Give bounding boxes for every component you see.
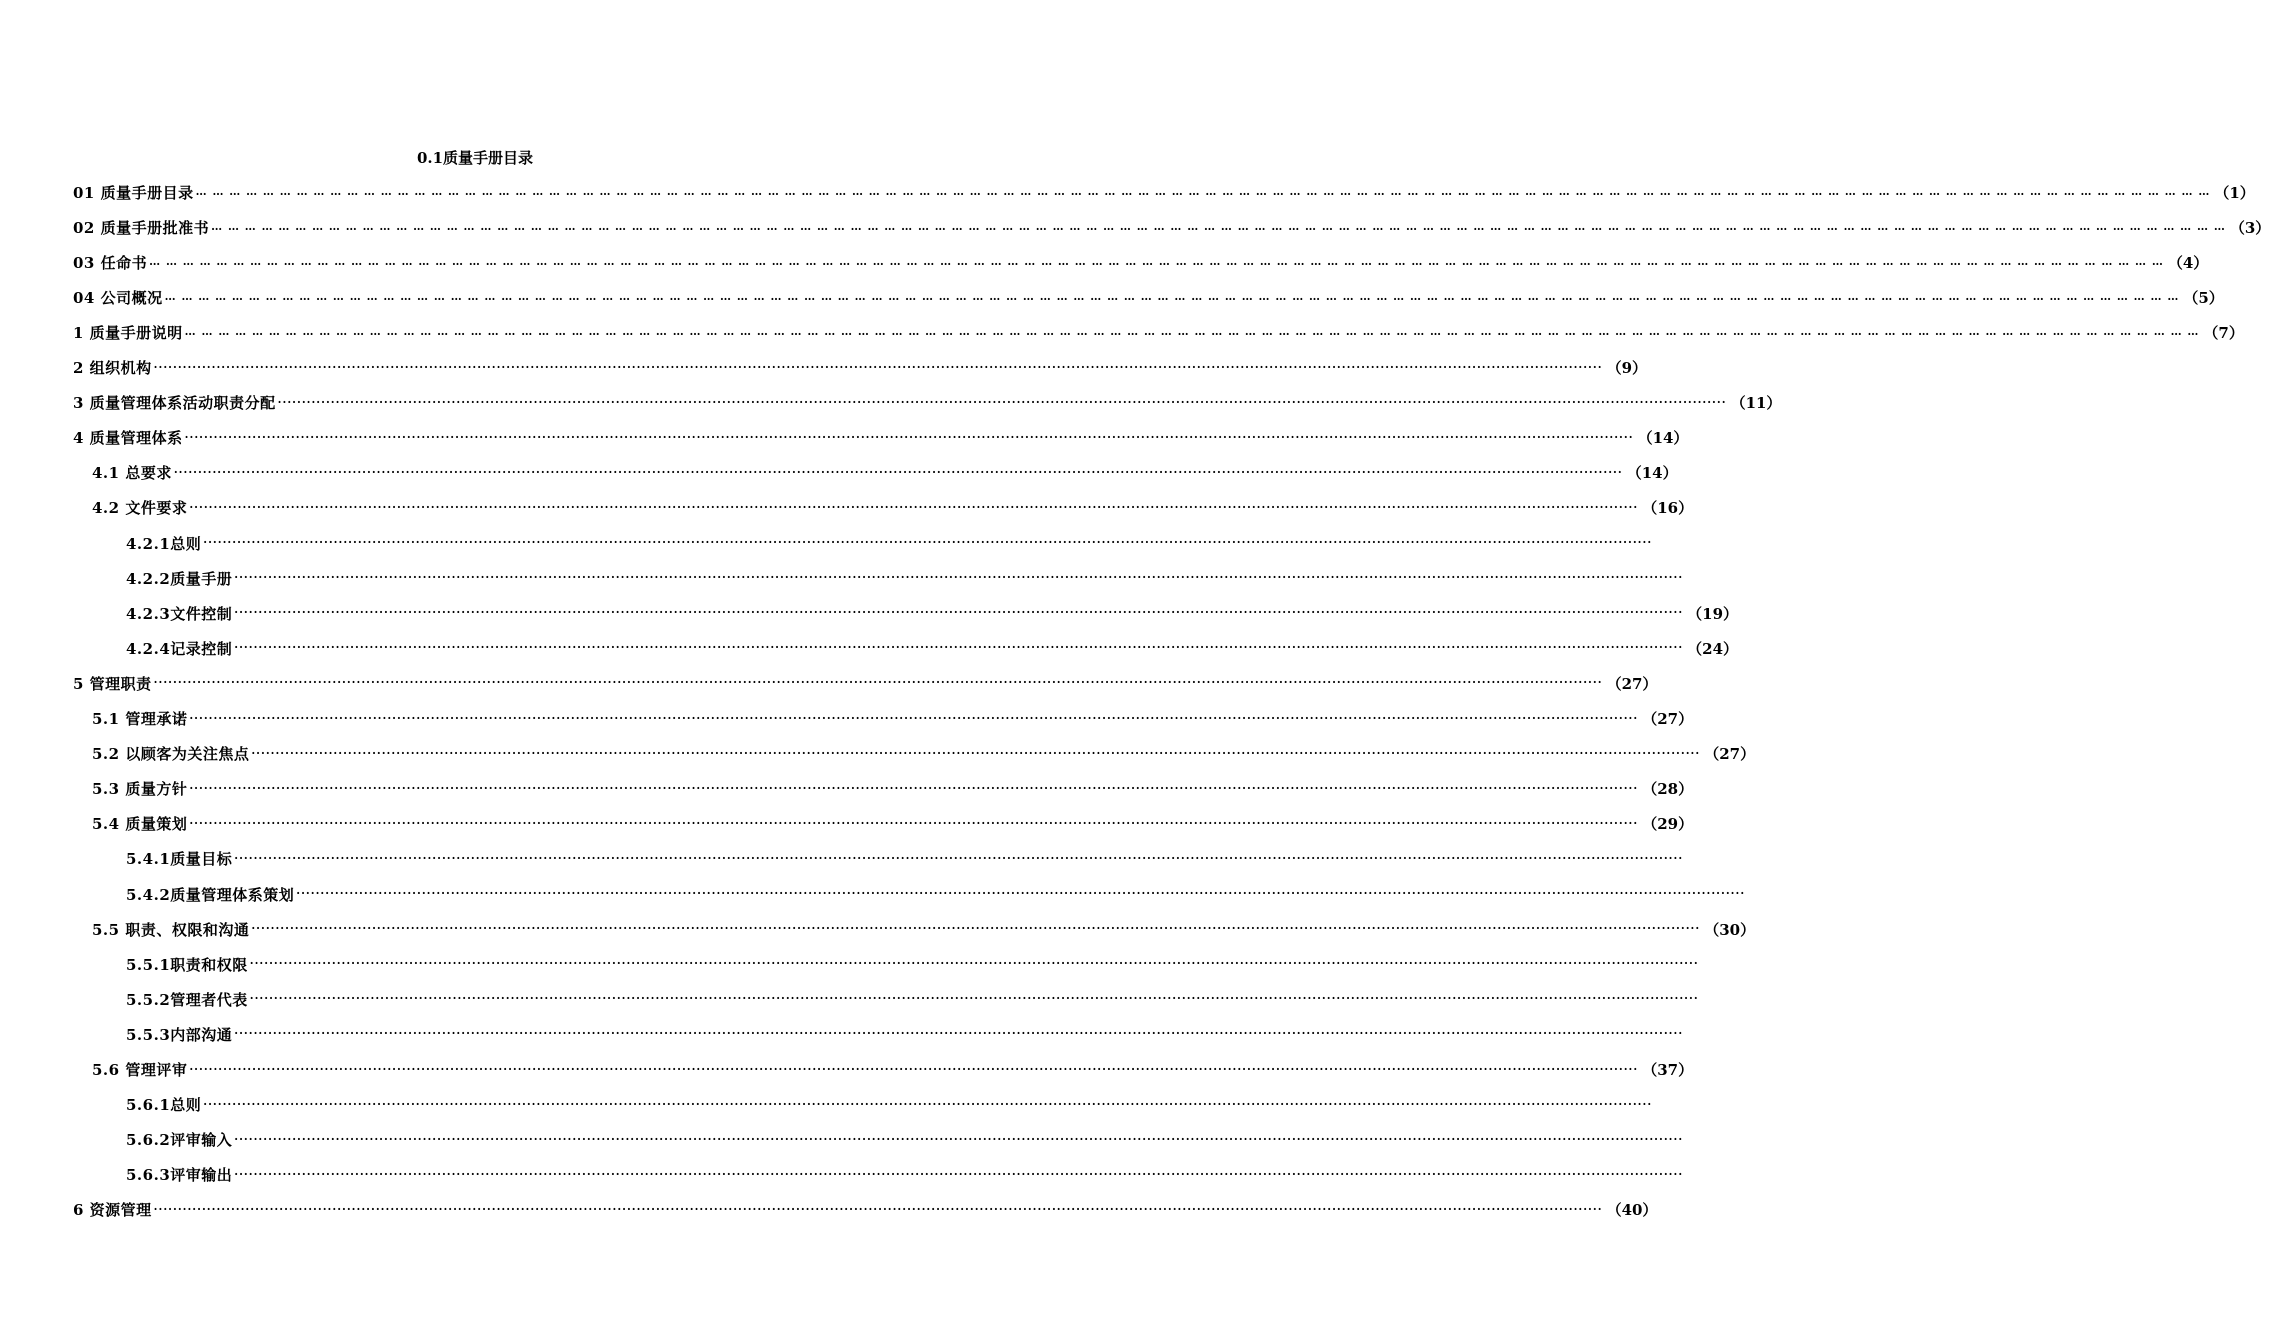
toc-entry <box>73 354 1647 382</box>
toc-dot-leader: ············································································································································································································································································································ <box>203 1097 1653 1111</box>
toc-dot-leader: ············································································································································································································································································································ <box>249 992 1699 1006</box>
toc-dot-leader: ············································································································································································································································································································ <box>189 816 1639 830</box>
toc-entry <box>92 705 1694 733</box>
toc-entry-page: （27） <box>1704 745 1756 764</box>
toc-entry-page: （19） <box>1687 604 1739 623</box>
toc-entry-page: （24） <box>1687 639 1739 658</box>
toc-entry-page: （27） <box>1606 674 1658 693</box>
toc-entry <box>126 880 1746 908</box>
page-title: 0.1质量手册目录 <box>416 149 534 167</box>
toc-dot-leader: ············································································································································································································································································································ <box>189 711 1639 725</box>
toc-entry-label: 5.5 职责、权限和沟通 <box>92 920 250 939</box>
toc-dot-leader: ············································································································································································································································································································ <box>153 676 1603 690</box>
toc-dot-leader: ············································································································································································································································································································ <box>234 1132 1684 1146</box>
toc-entry <box>126 1126 1684 1154</box>
toc-entry-page: （3） <box>2229 218 2270 237</box>
toc-entry-page: （4） <box>2167 253 2209 272</box>
toc-entry <box>92 810 1694 838</box>
toc-entry <box>73 283 2224 311</box>
toc-entry-page: （28） <box>1642 780 1694 799</box>
toc-entry-label: 5.6 管理评审 <box>92 1061 188 1079</box>
toc-entry-label: 4 质量管理体系 <box>73 429 183 448</box>
toc-entry-label: 3 质量管理体系活动职责分配 <box>73 394 276 413</box>
toc-entry <box>73 248 2209 276</box>
toc-entry-page: （5） <box>2183 288 2224 307</box>
toc-entry-page: （16） <box>1642 499 1694 518</box>
toc-entry-page: （7） <box>2203 323 2244 342</box>
toc-entry <box>126 985 1699 1013</box>
toc-entry-label: 4.2.4记录控制 <box>126 639 233 658</box>
toc-dot-leader: … … … … … … … … … … … … … … … … … … … … … … … … … … … … … … … … … … … … … … … … … … … … … … … … … … … … … … … … … … … … … … … … … … … … … … … … … … … … … … … … … … … … … … … … … … … … … … … … … … … … … … … … … … … … … … … … … … … … … … … … <box>164 290 2180 304</box>
toc-entry <box>126 599 1739 627</box>
toc-entry-label: 04 公司概况 <box>73 288 163 307</box>
toc-dot-leader: ············································································································································································································································································································ <box>296 887 1746 900</box>
toc-entry <box>92 740 1756 768</box>
toc-entry <box>92 775 1694 803</box>
toc-dot-leader: ············································································································································································································································································································ <box>173 465 1623 479</box>
toc-dot-leader: ············································································································································································································································································································ <box>234 1167 1684 1181</box>
toc-entry-label: 02 质量手册批准书 <box>73 218 210 237</box>
toc-entry-label: 5.6.3评审输出 <box>126 1166 233 1185</box>
toc-entry <box>126 950 1699 978</box>
toc-entry <box>73 178 2255 206</box>
toc-entry-label: 5 管理职责 <box>73 674 152 693</box>
toc-dot-leader: ············································································································································································································································································································ <box>249 957 1699 971</box>
toc-entry-page: （40） <box>1606 1201 1658 1220</box>
toc-entry-page: （9） <box>1606 359 1647 377</box>
toc-dot-leader: ············································································································································································································································································································ <box>234 606 1684 620</box>
toc-entry-label: 5.5.1职责和权限 <box>126 955 248 974</box>
toc-entry-label: 5.6.2评审输入 <box>126 1131 233 1150</box>
toc-entry-label: 5.1 管理承诺 <box>92 710 188 728</box>
toc-entry-label: 5.4.2质量管理体系策划 <box>126 885 295 904</box>
toc-entry <box>73 213 2270 241</box>
toc-entry <box>73 389 1782 417</box>
toc-entry-label: 01 质量手册目录 <box>73 183 194 202</box>
toc-entry <box>73 1196 1658 1224</box>
toc-entry-label: 5.3 质量方针 <box>92 780 188 799</box>
toc-dot-leader: ············································································································································································································································································································ <box>277 395 1727 409</box>
toc-dot-leader: ············································································································································································································································································································ <box>234 641 1684 655</box>
toc-entry <box>92 915 1756 943</box>
toc-entry-label: 5.5.2管理者代表 <box>126 990 248 1009</box>
toc-dot-leader: … … … … … … … … … … … … … … … … … … … … … … … … … … … … … … … … … … … … … … … … … … … … … … … … … … … … … … … … … … … … … … … … … … … … … … … … … … … … … … … … … … … … … … … … … … … … … … … … … … … … … … … … … … … … … … … … … … … … … … … … <box>211 220 2226 234</box>
toc-entry <box>126 1091 1653 1119</box>
toc-entry <box>92 1056 1694 1084</box>
toc-dot-leader: … … … … … … … … … … … … … … … … … … … … … … … … … … … … … … … … … … … … … … … … … … … … … … … … … … … … … … … … … … … … … … … … … … … … … … … … … … … … … … … … … … … … … … … … … … … … … … … … … … … … … … … … … … … … … … … … … … … … … … … … <box>149 255 2164 269</box>
toc-dot-leader: ············································································································································································································································································································ <box>234 851 1684 865</box>
toc-dot-leader: ············································································································································································································································································································ <box>189 781 1639 795</box>
toc-dot-leader: ············································································································································································································································································································ <box>251 746 1701 760</box>
toc-dot-leader: … … … … … … … … … … … … … … … … … … … … … … … … … … … … … … … … … … … … … … … … … … … … … … … … … … … … … … … … … … … … … … … … … … … … … … … … … … … … … … … … … … … … … … … … … … … … … … … … … … … … … … … … … … … … … … … … … … … … … … … … <box>184 325 2200 339</box>
toc-dot-leader: ············································································································································································································································································································ <box>153 360 1603 374</box>
toc-entry-label: 4.2.3文件控制 <box>126 604 233 623</box>
toc-entry-label: 5.2 以顾客为关注焦点 <box>92 745 250 764</box>
toc-entry-label: 5.6.1总则 <box>126 1096 202 1115</box>
toc-dot-leader: ············································································································································································································································································································ <box>153 1202 1603 1216</box>
toc-dot-leader: … … … … … … … … … … … … … … … … … … … … … … … … … … … … … … … … … … … … … … … … … … … … … … … … … … … … … … … … … … … … … … … … … … … … … … … … … … … … … … … … … … … … … … … … … … … … … … … … … … … … … … … … … … … … … … … … … … … … … … … … <box>195 185 2211 198</box>
toc-entry-label: 5.4 质量策划 <box>92 815 188 834</box>
toc-entry-label: 6 资源管理 <box>73 1201 152 1220</box>
toc-entry-label: 2 组织机构 <box>73 359 152 377</box>
toc-dot-leader: ············································································································································································································································································································ <box>189 500 1639 514</box>
toc-entry <box>92 494 1694 522</box>
toc-dot-leader: ············································································································································································································································································································ <box>184 430 1634 444</box>
toc-entry <box>73 669 1658 697</box>
toc-entry-label: 4.2.1总则 <box>126 534 202 553</box>
toc-entry <box>126 1161 1684 1189</box>
toc-entry-label: 4.2.2质量手册 <box>126 569 233 588</box>
toc-entry-label: 4.1 总要求 <box>92 464 172 483</box>
toc-entry <box>126 845 1684 873</box>
toc-entry-page: （14） <box>1637 429 1689 448</box>
toc-dot-leader: ············································································································································································································································································································ <box>251 922 1701 936</box>
toc-entry <box>73 318 2244 346</box>
toc-entry-page: （1） <box>2214 183 2255 202</box>
toc-entry-page: （29） <box>1642 815 1694 834</box>
toc-entry <box>126 564 1684 592</box>
toc-entry-page: （30） <box>1704 920 1756 939</box>
toc-entry-page: （14） <box>1626 464 1678 483</box>
toc-entry-page: （37） <box>1642 1061 1694 1079</box>
toc-entry <box>92 459 1678 487</box>
toc-entry-label: 1 质量手册说明 <box>73 323 183 342</box>
toc-entry-page: （27） <box>1642 710 1694 728</box>
toc-entry <box>126 634 1739 662</box>
toc-dot-leader: ············································································································································································································································································································ <box>189 1062 1639 1076</box>
toc-dot-leader: ············································································································································································································································································································ <box>203 536 1653 549</box>
toc-dot-leader: ············································································································································································································································································································ <box>234 571 1684 585</box>
toc-entry <box>126 529 1653 557</box>
toc-entry-label: 5.5.3内部沟通 <box>126 1025 233 1044</box>
toc-entry <box>126 1020 1684 1048</box>
toc-entry-label: 4.2 文件要求 <box>92 499 188 518</box>
toc-entry <box>73 424 1689 452</box>
toc-entry-label: 03 任命书 <box>73 253 148 272</box>
toc-dot-leader: ············································································································································································································································································································ <box>234 1027 1684 1041</box>
toc-entry-label: 5.4.1质量目标 <box>126 850 233 869</box>
toc-entry-page: （11） <box>1730 394 1782 413</box>
